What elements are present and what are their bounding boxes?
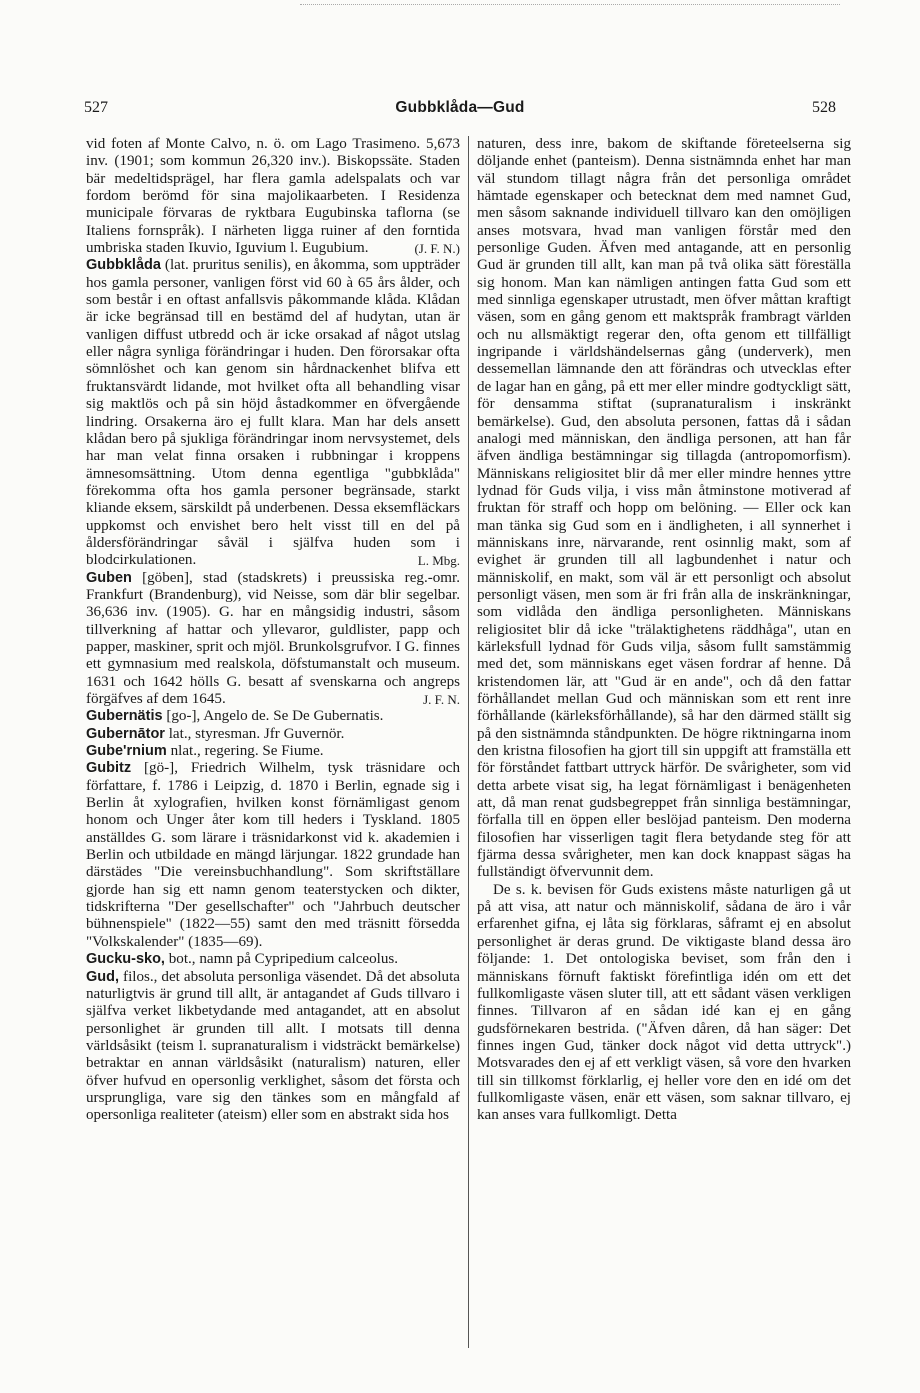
author-signature: (J. F. N.) xyxy=(414,241,460,257)
entry-headword: Gube'rnium xyxy=(86,743,167,760)
entry-text: lat., styresman. Jfr Guvernör. xyxy=(168,725,345,742)
dictionary-entry xyxy=(477,136,851,882)
dictionary-entry xyxy=(477,882,851,1125)
entry-headword: Gucku-sko, xyxy=(86,951,165,968)
page-header xyxy=(84,97,836,119)
dictionary-entry xyxy=(86,951,460,968)
page-number-right: 528 xyxy=(811,99,836,116)
entry-headword: Gubernātor xyxy=(86,725,165,742)
entry-headword: Gubitz xyxy=(86,760,132,777)
author-signature: J. F. N. xyxy=(423,692,460,707)
entry-text: (lat. pruritus senilis), en åkomma, som uppträder hos gamla personer, vanligen först vid 60 à 65 års ålder, och som består i en oftast anfallsvis påkommande klåda. Klådan är icke begränsad till en bestämd del af hudytan, utan är vanligen diffust utbredd och är icke orsakad af något utslag eller några synliga förändringar i huden. Den förorsakar ofta sömnlöshet och kan genom sin hårdnackenhet blifva ett fruktansvärdt lidande, mot hvilket ofta all behandling visar sig maktlös och på sin höjd åstadkommer en öfvergående lindring. Orsakerna äro ej fullt klara. Man har dels ansett klådan bero på sjukliga förändringar inom nervsystemet, dels har man velat finna orsaken i rubbningar i kroppens ämnesomsättning. Utom denna egentliga "gubbklåda" förekomma ofta hos gamla personer begränsade, starkt kliande eksem, särskildt på underbenen. Dessa eksemfläckars uppkomst och envishet bero helt visst till en del på åldersförändringar såväl i själfva huden som i blodcirkulationen. xyxy=(86,257,460,569)
entry-headword: Gubbklåda xyxy=(86,257,161,274)
scan-edge-line xyxy=(300,4,840,6)
entry-headword: Guben xyxy=(86,569,132,586)
entry-text: naturen, dess inre, bakom de skiftande företeelserna sig döljande enhet (panteism). Denna sistnämnda enhet har man väl stundom tillagt några från det personliga området hämtade egenskaper och betecknat dem med namnet Gud, men såsom saknande individuell tillvaro kan den omöjligen anses motsvara, hvad man vanligen förstår med den personlige Guden. Äfven med antagande, att en personlig Gud är grunden till allt, kan man på två olika sätt föreställa sig honom. Man kan nämligen antingen fatta Gud som ett med sinnliga egenskaper utrustadt, men öfver måttan kraftigt väsen, som en gång genom ett maktspråk frambragt världen och nu allsmäktigt regerar den, ofta genom ett tillfälligt ingripande i världshändelsernas gång (underverk), men dessemellan lämnande den att förändras och utvecklas efter de lagar han en gång, på ett mer eller mindre godtyckligt sätt, för densamma stiftat (supranaturalism i inskränkt bemärkelse). Gud, den absoluta personen, fattas då i sådan analogi med människan, den ändliga personen, att han får äfven ändliga bestämningar sig tillagda (antropomorfism). Människans religiositet blir då mer eller mindre hennes yttre lydnad för Guds vilja, i viss mån åtminstone motiverad af fruktan för straff och hopp om belöning. — Eller ock kan man tänka sig Gud som en i ändligheten, i all synnerhet i människans inre, närvarande, rent osinnlig makt, som af evighet är grunden till all lagbundenhet i natur och människolif, en makt, som väl är ett personligt och absolut personligt väsen, men som är fri från alla de inskränkningar, som vidlåda den ändliga personligheten. Människans religiositet blir då icke "trälaktighetens räddhåga", utan en kärleksfull lydnad för Guds vilja, såsom fullt samstämmig med det, som människans eget väsen fordrar af henne. Då kristendomen lär, att "Gud är en ande", och då den fattar förhållandet mellan Gud och människan som ett rent inre förhållande (kärleksförhållande), så har den därmed ställt sig på den sistnämnda ståndpunkten. De högre riktningarna inom den kristna filosofien ha gjort till sin uppgift att framställa ett för förståndet fattbart uttryck härför. De svårigheter, som vid detta arbete visat sig, ha legat förnämligast i benägenheten att, då man renat gudsbegreppet från sinnliga bestämningar, förfalla till en öppen eller beslöjad panteism. Den moderna filosofien har visserligen tagit flera betydande steg för att fjärma dessa svårigheter, men kan dock knappast sägas ha fullständigt öfvervunnit dem. xyxy=(477,136,851,881)
entry-text: [gö-], Friedrich Wilhelm, tysk träsnidare och författare, f. 1786 i Leipzig, d. 1870 i Berlin, egnade sig i Berlin åt xylografien, hvilken konst förnämligast genom honom och Unger åter kom till heders i Tyskland. 1805 anställdes G. som lärare i träsnidarkonst vid k. akademien i Berlin och utbildade en mängd lärjungar. 1822 grundade han därstädes "Die vereinsbuchhandlung". Som skriftställare gjorde han sig ett namn genom teaterstycken och dikter, tidskrifterna "Der gesellschafter" och "Jahrbuch deutscher bühnenspiele" (1822—55) samt den med träsnitt försedda "Volkskalender" (1835—69). xyxy=(86,760,460,950)
dictionary-entry xyxy=(86,708,460,725)
dictionary-entry xyxy=(86,760,460,951)
left-column xyxy=(86,136,460,1356)
entry-text: [go-], Angelo de. Se De Gubernatis. xyxy=(166,708,384,725)
dictionary-entry xyxy=(86,257,460,569)
dictionary-entry xyxy=(86,726,460,743)
entry-headword: Gud, xyxy=(86,968,120,985)
entry-text: vid foten af Monte Calvo, n. ö. om Lago Trasimeno. 5,673 inv. (1901; som kommun 26,320 inv.). Biskopssäte. Staden bär medeltidsprägel, har flera gamla adelspalats och var fordom berömd för sina majolikaarbeten. I Residenza municipale förvaras de ryktbara Eugubinska taflorna (se Italiens fornspråk). I närheten ligga ruiner af den forntida umbriska staden Ikuvio, Iguvium l. Eugubium. xyxy=(86,136,460,257)
dictionary-entry xyxy=(86,136,460,257)
author-signature: L. Mbg. xyxy=(417,553,460,569)
column-divider xyxy=(468,136,469,1348)
right-column xyxy=(477,136,851,1356)
entry-text: nlat., regering. Se Fiume. xyxy=(170,743,324,760)
running-title: Gubbklåda—Gud xyxy=(395,99,525,116)
entry-text: [göben], stad (stadskrets) i preussiska reg.-omr. Frankfurt (Brandenburg), vid Neisse, som där blir segelbar. 36,636 inv. (1905). G. har en mångsidig industri, såsom tillverkning af hattar och yllevaror, guldlister, papp och papper, maskiner, sprit och mjöl. Brunkolsgrufvor. I G. finnes ett gymnasium med realskola, döfstumanstalt och museum. 1631 och 1642 hölls G. besatt af svenskarna och angreps förgäfves af dem 1645. xyxy=(86,569,460,707)
entry-text: De s. k. bevisen för Guds existens måste naturligen gå ut på att visa, att natur och människolif, sådana de äro i vår erfarenhet gifna, ej låta sig förklaras, såframt ej en absolut personlighet är deras grund. De viktigaste bland dessa äro följande: 1. Det ontologiska beviset, som från den i människans förnuft faktiskt förefintliga idén om ett det fullkomligaste väsen sluter till, att ett sådant väsen verkligen finnes. Tillvaron af en sådan idé kan ej en gång gudsförnekaren bestrida. ("Äfven dåren, då han säger: Det finnes ingen Gud, tänker dock något vid detta uttryck".) Motsvarades den ej af ett verkligt väsen, så vore den hvarken till sin tillkomst förklarlig, ej heller vore den en idé om det fullkomligaste väsen, enär ett väsen, som saknar tillvaro, ej kan anses vara fullkomligt. Detta xyxy=(477,881,851,1124)
dictionary-entry xyxy=(86,570,460,709)
dictionary-entry xyxy=(86,743,460,760)
entry-text: filos., det absoluta personliga väsendet. Då det absoluta naturligtvis är grund till allt, är antagandet af Guds tillvaro i själfva verket likbetydande med antagandet, att en absolut personlighet är grunden till allt. I motsats till denna världsåsikt (teism l. supranaturalism i vidsträckt bemärkelse) betraktar en annan världsåsikt (naturalism) naturen, eller öfver hufvud en opersonlig verklighet, såsom det första och ursprungliga, vare sig den tänkes som en mångfald af opersonliga realiteter (ateism) eller som en abstrakt sida hos xyxy=(86,968,460,1124)
dictionary-entry xyxy=(86,969,460,1125)
entry-headword: Gubernätis xyxy=(86,708,163,725)
entry-text: bot., namn på Cypripedium calceolus. xyxy=(168,951,399,968)
page-number-left: 527 xyxy=(84,99,108,116)
